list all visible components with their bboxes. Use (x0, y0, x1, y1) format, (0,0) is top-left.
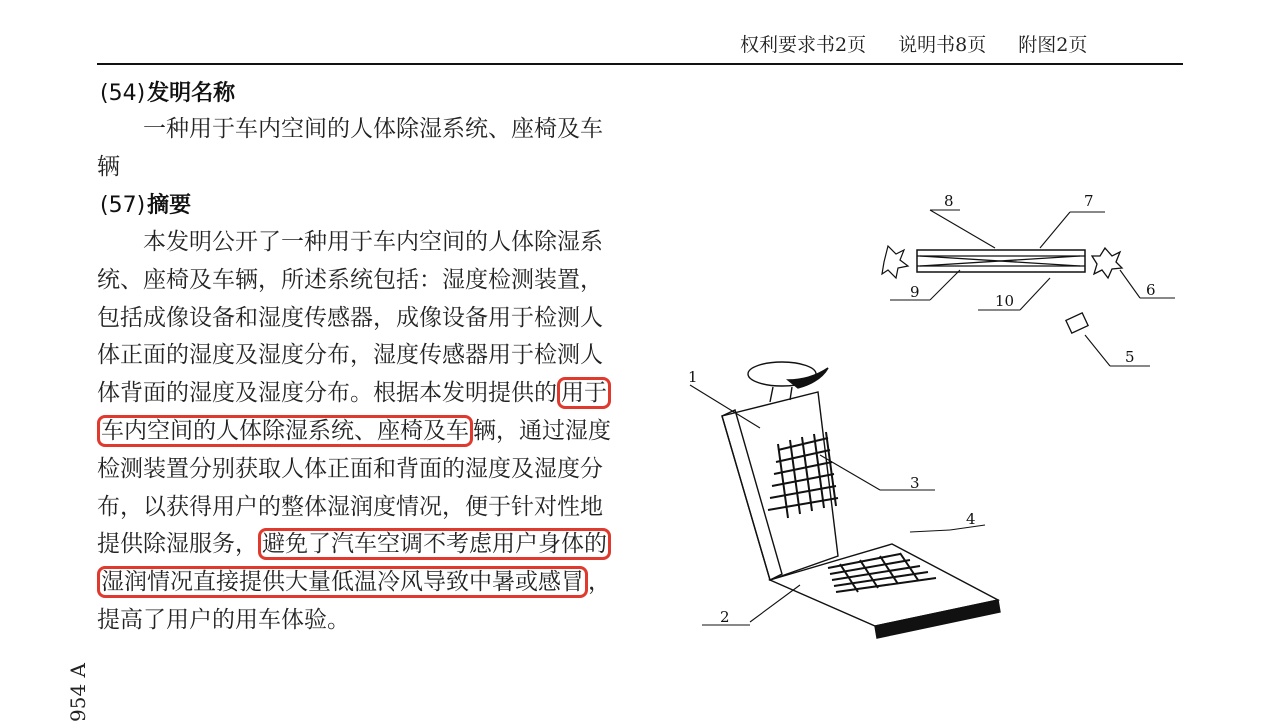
abstract-body (97, 224, 622, 640)
label-1: 1 (688, 368, 698, 386)
title-heading (100, 76, 235, 107)
sensor-5 (1066, 313, 1088, 333)
drawings-pages: 附图2页 (1018, 34, 1088, 56)
label-9: 9 (910, 283, 920, 301)
publication-code-text: 954 A (66, 663, 90, 722)
label-8: 8 (944, 192, 954, 210)
label-2: 2 (720, 608, 730, 626)
component-assembly-top (882, 246, 1122, 278)
invention-title (97, 111, 622, 187)
page-count-header (740, 30, 1113, 57)
label-7: 7 (1084, 192, 1094, 210)
label-4: 4 (966, 510, 976, 528)
abstract-text-1: 本发明公开了一种用于车内空间的人体除湿系统、座椅及车辆，所述系统包括：湿度检测装置，包括成像设备和湿度传感器，成像设备用于检测人体正面的湿度及湿度分布，湿度传感器用于检测人体背面的湿度及湿度分布。根据本发明提供的 (97, 229, 603, 407)
abstract-text-3: ，提高了用户的用车体验。 (97, 569, 611, 633)
title-heading-label: 发明名称 (147, 81, 236, 106)
label-10: 10 (995, 292, 1015, 310)
abstract-heading-number: (57) (100, 193, 146, 218)
abstract-heading (100, 188, 191, 219)
seat-dehumidifier-drawing (660, 170, 1200, 640)
abstract-heading-label: 摘要 (147, 193, 192, 218)
invention-title-text: 一种用于车内空间的人体除湿系统、座椅及车辆 (97, 116, 603, 180)
label-5: 5 (1125, 348, 1135, 366)
highlight-box-2: 避免了汽车空调不考虑用户身体的湿润情况直接提供大量低温冷风导致中暑或感冒 (97, 528, 611, 598)
label-6: 6 (1146, 281, 1156, 299)
header-divider (97, 63, 1183, 65)
abstract-paragraph (97, 224, 622, 640)
seat-drawing (722, 362, 1000, 638)
claims-pages: 权利要求书2页 (740, 34, 867, 56)
label-3: 3 (910, 474, 920, 492)
description-pages: 说明书8页 (898, 34, 987, 56)
publication-code (58, 650, 98, 720)
abstract-text-2: 辆，通过湿度检测装置分别获取人体正面和背面的湿度及湿度分布，以获得用户的整体湿润度情况，便于针对性地提供除湿服务， (97, 417, 611, 558)
highlight-box-1: 用于车内空间的人体除湿系统、座椅及车 (97, 377, 611, 447)
patent-drawing (660, 170, 1200, 640)
title-heading-number: (54) (100, 81, 146, 106)
